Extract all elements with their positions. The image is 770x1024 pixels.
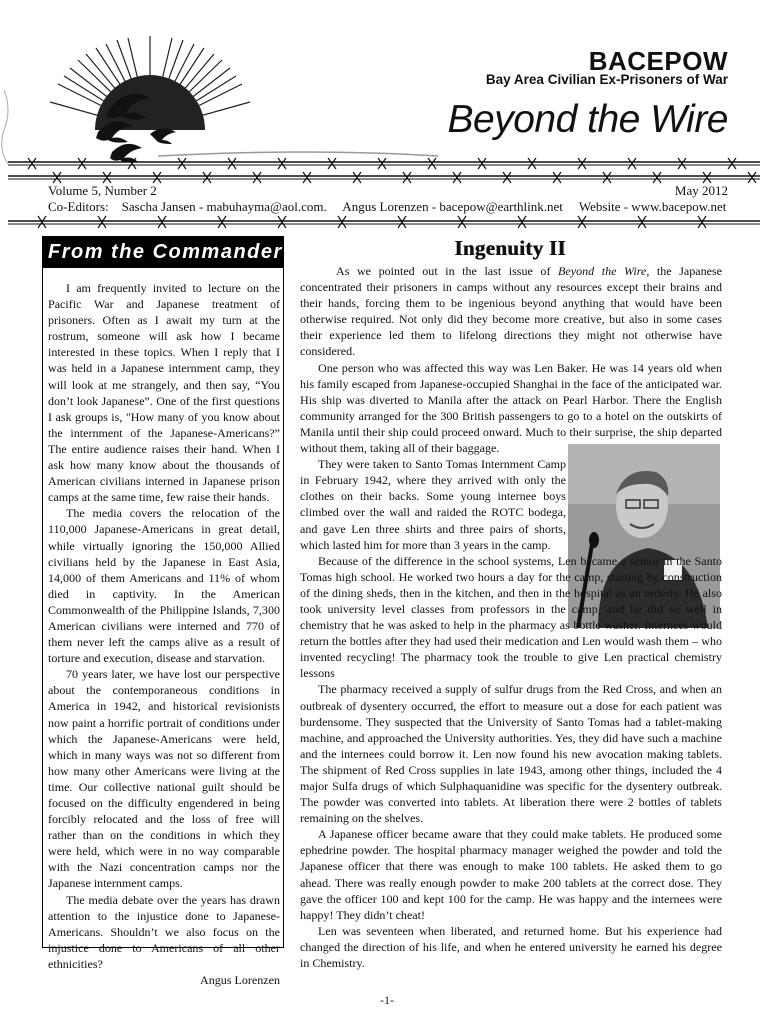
- commander-paragraph: The media debate over the years has drawn attention to the injustice done to Japanese-Americans. Shouldn’t we also focus on the injustice done to Americans of all other ethnicities?: [48, 892, 280, 971]
- article-intro-text: As we pointed out in the last issue of: [336, 264, 559, 278]
- org-name: BACEPOW: [588, 46, 728, 76]
- page-number: -1-: [380, 993, 394, 1007]
- issue-volume: Volume 5, Number 2: [48, 183, 157, 198]
- issue-date: May 2012: [674, 183, 728, 198]
- commander-paragraph: 70 years later, we have lost our perspective about the contemporaneous conditions in America in 1942, and historical revisionists now paint a horrific portrait of conditions under which the Japanese-Americans were held, which in many ways was not so different from how many other Americans were living at the time. Our collective national guilt should be focused on the difficulty engendered in being forcibly relocated and the loss of free will rather than on the conditions in which they were held, which were in no way comparable with the Nazi concentration camps nor the Japanese internment camps.: [48, 667, 280, 891]
- commander-paragraph: The media covers the relocation of the 110,000 Japanese-Americans in great detail, while virtually ignoring the 150,000 Allied civilians held by the Japanese in East Asia, 14,000 of them Americans and 11% of whom died in captivity. In the American Commonwealth of the Philippine Islands, 7,300 American civilians were interned and 770 of them never left the camps alive as a result of torture and execution, disease and starvation.: [48, 506, 280, 666]
- article-body: [300, 263, 722, 971]
- commander-text: [48, 280, 280, 988]
- newsletter-name-reference: Beyond the Wire: [558, 264, 647, 278]
- article-paragraph: A Japanese officer became aware that they could make tablets. He produced some ephedrine powder. The hospital pharmacy manager weighed the powder and told the Japanese officer that there was enough to make 100 tablets. He asked them to go ahead. There was really enough powder to make 200 tablets at the correct dose. They gave the officer 100 and kept 100 for the camp. He was happy and the internees were happy! They didn’t cheat!: [300, 827, 722, 922]
- article-intro-text-cont: , the Japanese concentrated their prisoners in camps without any resources except their brains and their hands, forcing them to be ingenious beyond anything that would have been otherwise required. Not only did they become more creative, but also in some cases their experience led them to lifelong directions they might not otherwise have considered.: [300, 264, 723, 359]
- article-paragraph-intro: [300, 263, 722, 360]
- article-paragraph: The pharmacy received a supply of sulfur drugs from the Red Cross, and when an outbreak of dysentery occurred, the effort to measure out a dose for each patient was burdensome. They suspected that the University of Santo Tomas had a tablet-making machine, and approached the University authorities. Yes, they did have such a machine and the internees could borrow it. Len now found his new avocation making tablets. The shipment of Red Cross supplies in late 1943, among other things, included the 4 major Sulfa drugs of which Sulphaquanidine was specific for the dysentery outbreak. The powder was converted into tablets. At liberation there were 2 bottles of tablets remaining on the shelves.: [300, 682, 722, 826]
- article-paragraph: Len was seventeen when liberated, and returned home. But his experience had changed the direction of his life, and when he entered university he earned his degree in Chemistry.: [300, 923, 722, 971]
- barbed-wire-divider: [8, 150, 760, 184]
- barbed-wire-divider-lower: [8, 214, 760, 230]
- commander-paragraph: I am frequently invited to lecture on the Pacific War and Japanese treatment of prisoners. Often as I await my turn at the rostrum, someone will ask how I became interested in these topics. When I reply that I was held in a Japanese internment camp, they will look at me strangely, and then say, “You don’t look Japanese”. One of the first questions I ask groups is, "How many of you know about the internment of the Japanese-Americans?” The entire audience raises their hand. When I ask how many know about the thousands of American civilians interned in Japanese prison camps at the same time, few raise their hands.: [48, 281, 280, 505]
- article-paragraph: They were taken to Santo Tomas Internment Camp in February 1942, where they arrived with only the clothes on their backs. Some young internee boys climbed over the wall and raided the ROTC bodega, and gave Len three shirts and three pairs of shorts, which lasted him for more than 3 years in the camp.: [300, 457, 566, 552]
- article-paragraph: Because of the difference in the school systems, Len became a senior in the Santo Tomas high school. He worked two hours a day for the camp, starting by construction of the dining sheds, then in the kitchen, and then in the hospital as an orderly. He also took university level classes from professors in the camp, and he did so well in chemistry that he was asked to help in the pharmacy as bottle washer. Internees would return the bottles after they had used their medication and Len would wash them – who invented recycling! The pharmacy took the trouble to give Len practical chemistry lessons: [300, 553, 722, 681]
- newsletter-title: Beyond the Wire: [447, 98, 728, 141]
- commander-heading: From the Commander: [42, 236, 284, 268]
- sun-half-disc: [95, 75, 205, 130]
- commander-signature: Angus Lorenzen: [200, 973, 280, 988]
- org-subtitle: Bay Area Civilian Ex-Prisoners of War: [485, 72, 728, 87]
- article-title: Ingenuity II: [454, 236, 566, 260]
- editors-line: Co-Editors: Sascha Jansen - mabuhayma@aol.com. Angus Lorenzen - bacepow@earthlink.net Website - www.bacepow.net: [48, 199, 727, 214]
- masthead-sunburst-logo: [0, 30, 330, 170]
- article-paragraph: One person who was affected this way was Len Baker. He was 14 years old when his family escaped from Japanese-occupied Shanghai in the face of the anticipated war. His ship was diverted to Manila after the attack on Pearl Harbor. There the English community arranged for the 300 British passengers to go to a hotel on the outskirts of Manila until their ship could proceed onward. Much to their surprise, the ship departed without them, taking all of their baggage.: [300, 360, 722, 456]
